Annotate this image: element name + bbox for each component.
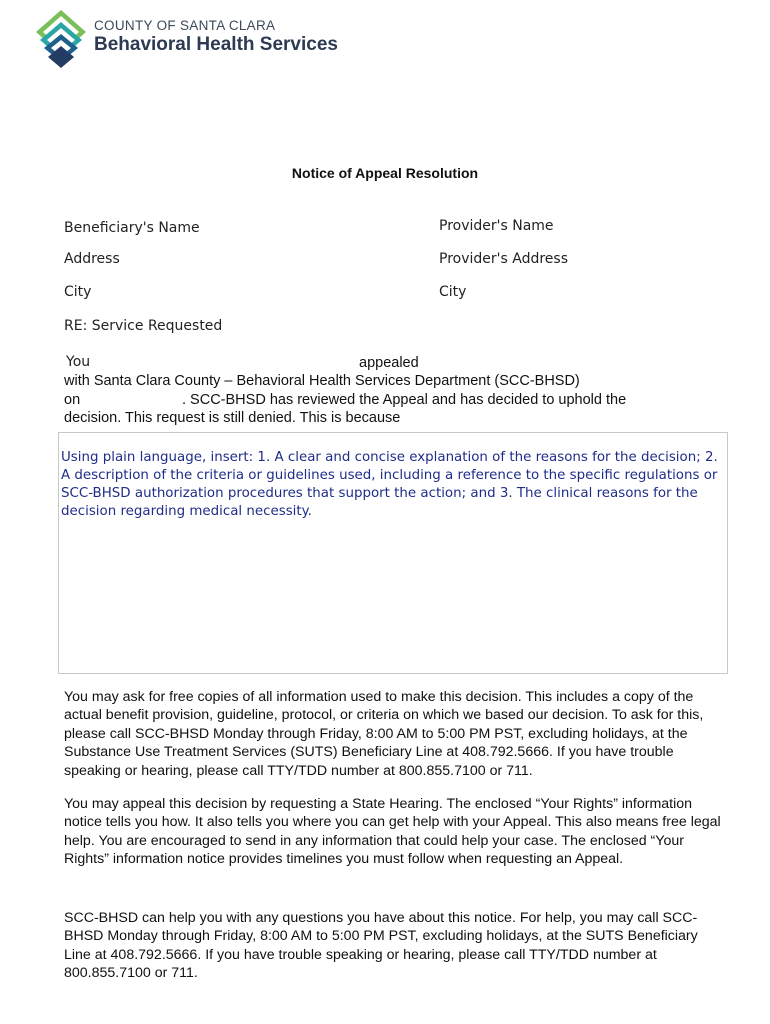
paragraph-state-hearing: You may appeal this decision by requesting a State Hearing. The enclosed “Your Rights” information notice tells you how. It also tells you where you can get help with your Appeal. This also means free legal help. You are encouraged to send in any information that could help your case. The enclosed “Your Rights” information notice provides timelines you must follow when requesting an Appeal. (64, 796, 721, 868)
paragraph-free-copies: You may ask for free copies of all information used to make this decision. This includes a copy of the actual benefit provision, guideline, protocol, or criteria on which we based our decision. To ask for this, please call SCC-BHSD Monday through Friday, 8:00 AM to 5:00 PM PST, excluding holidays, at the Substance Use Treatment Services (SUTS) Beneficiary Line at 408.792.5666. If you have trouble speaking or hearing, please call TTY/TDD number at 800.855.7100 or 711. (64, 689, 704, 779)
explanation-textbox[interactable] (58, 432, 728, 674)
re-line (64, 318, 222, 334)
beneficiary-city-field[interactable]: City (64, 284, 92, 300)
county-logo-icon (36, 10, 86, 68)
re-label: RE: (64, 318, 88, 334)
intro-you: You (66, 354, 91, 370)
intro-appealed: appealed (359, 355, 419, 371)
provider-city-field[interactable]: City (439, 284, 467, 300)
department-name: Behavioral Health Services (94, 34, 338, 55)
intro-on: on (64, 392, 81, 408)
provider-name-field[interactable]: Provider's Name (439, 218, 554, 234)
service-requested-field[interactable]: Service Requested (91, 318, 223, 334)
page-title: Notice of Appeal Resolution (291, 165, 479, 181)
provider-address-field[interactable]: Provider's Address (439, 251, 568, 267)
intro-line-4: decision. This request is still denied. This is because (64, 410, 401, 426)
beneficiary-address-field[interactable]: Address (64, 251, 120, 267)
beneficiary-name-field[interactable]: Beneficiary's Name (64, 220, 200, 236)
county-name: COUNTY OF SANTA CLARA (94, 18, 276, 33)
intro-line-3: . SCC-BHSD has reviewed the Appeal and has decided to uphold the (182, 392, 627, 408)
explanation-text: Using plain language, insert: 1. A clear and concise explanation of the reasons for the decision; 2. A description of the criteria or guidelines used, including a reference to the specific regulations or SCC-BHSD authorization procedures that support the action; and 3. The clinical reasons for the decision regarding medical necessity. (61, 450, 718, 519)
paragraph-contact-help: SCC-BHSD can help you with any questions you have about this notice. For help, you may call SCC-BHSD Monday through Friday, 8:00 AM to 5:00 PM PST, excluding holidays, at the SUTS Beneficiary Line at 408.792.5666. If you have trouble speaking or hearing, please call TTY/TDD number at 800.855.7100 or 711. (64, 910, 698, 982)
intro-line-2: with Santa Clara County – Behavioral Health Services Department (SCC-BHSD) (64, 373, 580, 389)
